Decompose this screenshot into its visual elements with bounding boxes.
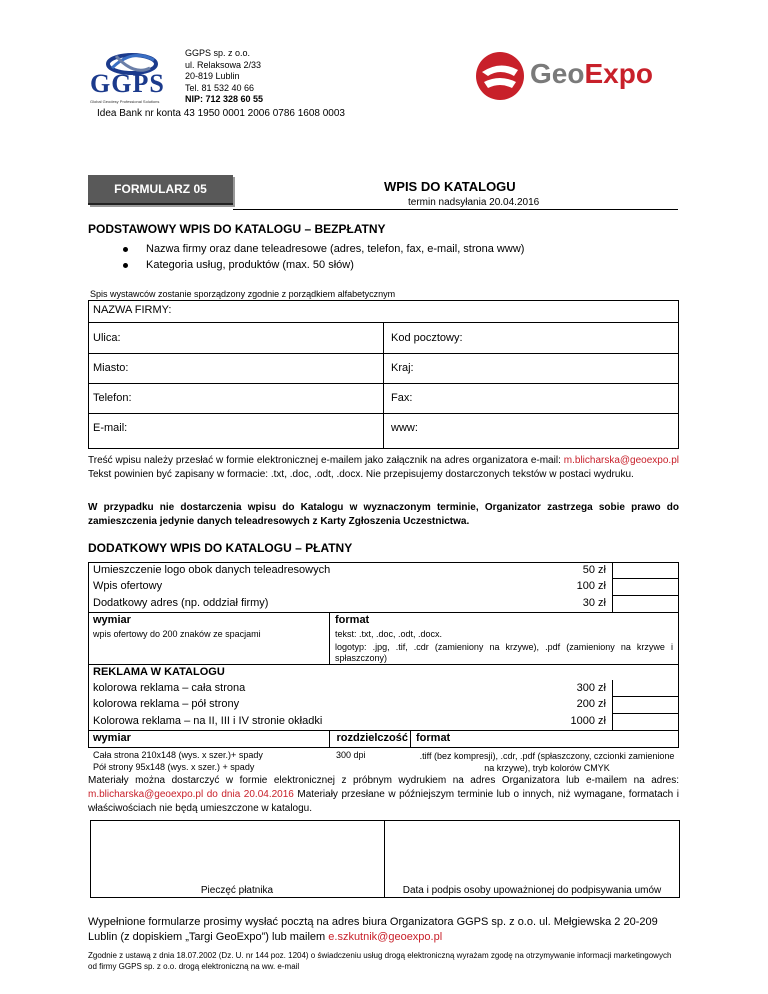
ad-cover: Kolorowa reklama – na II, III i IV stronie okładki bbox=[93, 715, 323, 727]
ggps-logo-subtext: Global Geodesy Professional Solutions bbox=[90, 99, 160, 104]
city-field[interactable]: Miasto: bbox=[93, 362, 129, 374]
ggps-logo bbox=[88, 46, 178, 106]
materials-info-rest: Materiały przesłane w późniejszym terminie lub o innych, niż wymagane, formatach i właściwościach nie będą umieszczone w katalogu. bbox=[88, 789, 679, 814]
submission-info bbox=[88, 454, 679, 482]
submission-info-text: Treść wpisu należy przesłać w formie elektronicznej e-mailem jako załącznik na adres organizatora e-mail: bbox=[88, 455, 561, 466]
ad-full-page: kolorowa reklama – cała strona bbox=[93, 682, 246, 694]
ad-col-resolution-header: rozdzielczość bbox=[336, 732, 408, 744]
title-underline bbox=[233, 209, 678, 210]
ad-half-page-price: 200 zł bbox=[576, 698, 606, 710]
checkbox-half-page-ad[interactable] bbox=[613, 697, 679, 713]
company-phone: Tel. 81 532 40 66 bbox=[185, 82, 255, 93]
ggps-logo-text: GGPS bbox=[90, 69, 165, 98]
email-field[interactable]: E-mail: bbox=[93, 422, 128, 434]
basic-heading: PODSTAWOWY WPIS DO KATALOGU – BEZPŁATNY bbox=[88, 222, 386, 236]
checkbox-cover-ad[interactable] bbox=[613, 714, 679, 730]
ads-heading: REKLAMA W KATALOGU bbox=[93, 666, 225, 678]
col-format-header: format bbox=[335, 614, 370, 626]
paid-item-offer: Wpis ofertowy bbox=[93, 580, 163, 592]
footer-send-info bbox=[88, 915, 679, 945]
table-line bbox=[88, 730, 679, 731]
footer-send-text: Wypełnione formularze prosimy wysłać pocztą na adres biura Organizatora GGPS sp. z o.o. ul. Mełgiewska 2 20-209 Lublin (z dopiskiem „Targi GeoExpo”) lub mailem bbox=[88, 916, 658, 943]
paid-item-address-price: 30 zł bbox=[582, 597, 606, 609]
submission-info-format: Tekst powinien być zapisany w formacie: .txt, .doc, .odt, .docx. Nie przepisujemy dostarczonych tekstów w postaci wydruku. bbox=[88, 469, 634, 480]
offer-size-value: wpis ofertowy do 200 znaków ze spacjami bbox=[93, 629, 261, 639]
stamp-label: Pieczęć płatnika bbox=[200, 885, 274, 896]
bullet-icon bbox=[123, 263, 128, 268]
paid-item-logo: Umieszczenie logo obok danych teleadresowych bbox=[93, 564, 331, 576]
ad-size-full: Cała strona 210x148 (wys. x szer.)+ spady bbox=[93, 750, 263, 760]
table-line bbox=[88, 664, 679, 665]
form-number: FORMULARZ 05 bbox=[114, 182, 207, 196]
format-logo: logotyp: .jpg, .tif, .cdr (zamieniony na krzywe), .pdf (zamieniony na krzywe i spłaszczony) bbox=[335, 642, 673, 663]
postal-code-field[interactable]: Kod pocztowy: bbox=[391, 332, 463, 344]
country-field[interactable]: Kraj: bbox=[391, 362, 414, 374]
company-name: GGPS sp. z o.o. bbox=[185, 48, 251, 58]
company-city: 20-819 Lublin bbox=[185, 71, 240, 81]
footer-consent: Zgodnie z ustawą z dnia 18.07.2002 (Dz. U. nr 144 poz. 1204) o świadczeniu usług drogą elektroniczną wyrażam zgodę na otrzymywanie informacji marketingowych od firmy GGPS sp. z o.o. drogą elektroniczną na ww. e-mail bbox=[88, 951, 672, 971]
geoexpo-name-expo: Expo bbox=[584, 58, 653, 89]
table-line bbox=[383, 322, 384, 449]
checkbox-extra-address[interactable] bbox=[613, 596, 679, 612]
bank-account: Idea Bank nr konta 43 1950 0001 2006 0786 1608 0003 bbox=[97, 108, 345, 119]
form-number-box bbox=[88, 175, 233, 205]
col-size-header: wymiar bbox=[93, 614, 131, 626]
www-field[interactable]: www: bbox=[391, 422, 418, 434]
fax-field[interactable]: Fax: bbox=[391, 392, 413, 404]
footer-email-link[interactable]: e.szkutnik@geoexpo.pl bbox=[328, 931, 443, 943]
company-nip: NIP: 712 328 60 55 bbox=[185, 94, 264, 104]
table-line bbox=[410, 730, 411, 748]
alphabetical-note: Spis wystawców zostanie sporządzony zgodnie z porządkiem alfabetycznym bbox=[90, 289, 396, 299]
ad-size-half: Pół strony 95x148 (wys. x szer.) + spady bbox=[93, 762, 255, 772]
paid-item-offer-price: 100 zł bbox=[576, 580, 606, 592]
company-address bbox=[185, 48, 263, 106]
ad-resolution: 300 dpi bbox=[336, 750, 366, 760]
company-name-field[interactable]: NAZWA FIRMY: bbox=[93, 304, 172, 316]
ad-half-page: kolorowa reklama – pół strony bbox=[93, 698, 240, 710]
checkbox-offer-entry[interactable] bbox=[613, 579, 679, 595]
ad-format: .tiff (bez kompresji), .cdr, .pdf (spłaszczony, czcionki zamienione na krzywe), tryb kolorów CMYK bbox=[419, 751, 675, 773]
bullet-icon bbox=[123, 247, 128, 252]
checkbox-full-page-ad[interactable] bbox=[613, 681, 679, 696]
form-deadline: termin nadsyłania 20.04.2016 bbox=[408, 197, 540, 208]
checkbox-logo[interactable] bbox=[613, 563, 679, 578]
ad-full-page-price: 300 zł bbox=[576, 682, 606, 694]
signature-field[interactable] bbox=[385, 821, 679, 883]
table-line bbox=[329, 612, 330, 664]
company-street: ul. Relaksowa 2/33 bbox=[185, 59, 262, 70]
form-title: WPIS DO KATALOGU bbox=[384, 179, 516, 194]
basic-bullet-1: Nazwa firmy oraz dane teleadresowe (adres, telefon, fax, e-mail, strona www) bbox=[146, 243, 525, 255]
signature-label: Data i podpis osoby upoważnionej do podpisywania umów bbox=[402, 885, 662, 896]
geoexpo-logo-icon bbox=[474, 50, 526, 102]
street-field[interactable]: Ulica: bbox=[93, 332, 121, 344]
basic-bullet-2: Kategoria usług, produktów (max. 50 słów) bbox=[146, 259, 354, 271]
table-line bbox=[88, 612, 679, 613]
geoexpo-logo bbox=[474, 48, 684, 104]
paid-heading: DODATKOWY WPIS DO KATALOGU – PŁATNY bbox=[88, 541, 353, 555]
deadline-warning: W przypadku nie dostarczenia wpisu do Katalogu w wyznaczonym terminie, Organizator zastrzega sobie prawo do zamieszczenia jedynie danych teleadresowych z Karty Zgłoszenia Uczestnictwa. bbox=[88, 502, 679, 527]
materials-info-text: Materiały można dostarczyć w formie elektronicznej z próbnym wydrukiem na adres Organizatora lub e-mailem na adres: bbox=[88, 775, 679, 786]
paid-item-address: Dodatkowy adres (np. oddział firmy) bbox=[93, 597, 269, 609]
materials-email-link[interactable]: m.blicharska@geoexpo.pl do dnia 20.04.2016 bbox=[88, 789, 294, 800]
ad-cover-price: 1000 zł bbox=[570, 715, 606, 727]
paid-item-logo-price: 50 zł bbox=[582, 564, 606, 576]
organizer-email-link[interactable]: m.blicharska@geoexpo.pl bbox=[563, 455, 679, 466]
materials-info bbox=[88, 774, 679, 816]
phone-field[interactable]: Telefon: bbox=[93, 392, 132, 404]
ad-col-size-header: wymiar bbox=[93, 732, 131, 744]
stamp-field[interactable] bbox=[91, 821, 383, 883]
ad-col-format-header: format bbox=[416, 732, 451, 744]
geoexpo-name-geo: Geo bbox=[530, 58, 585, 89]
format-text: tekst: .txt, .doc, .odt, .docx. bbox=[335, 629, 443, 639]
